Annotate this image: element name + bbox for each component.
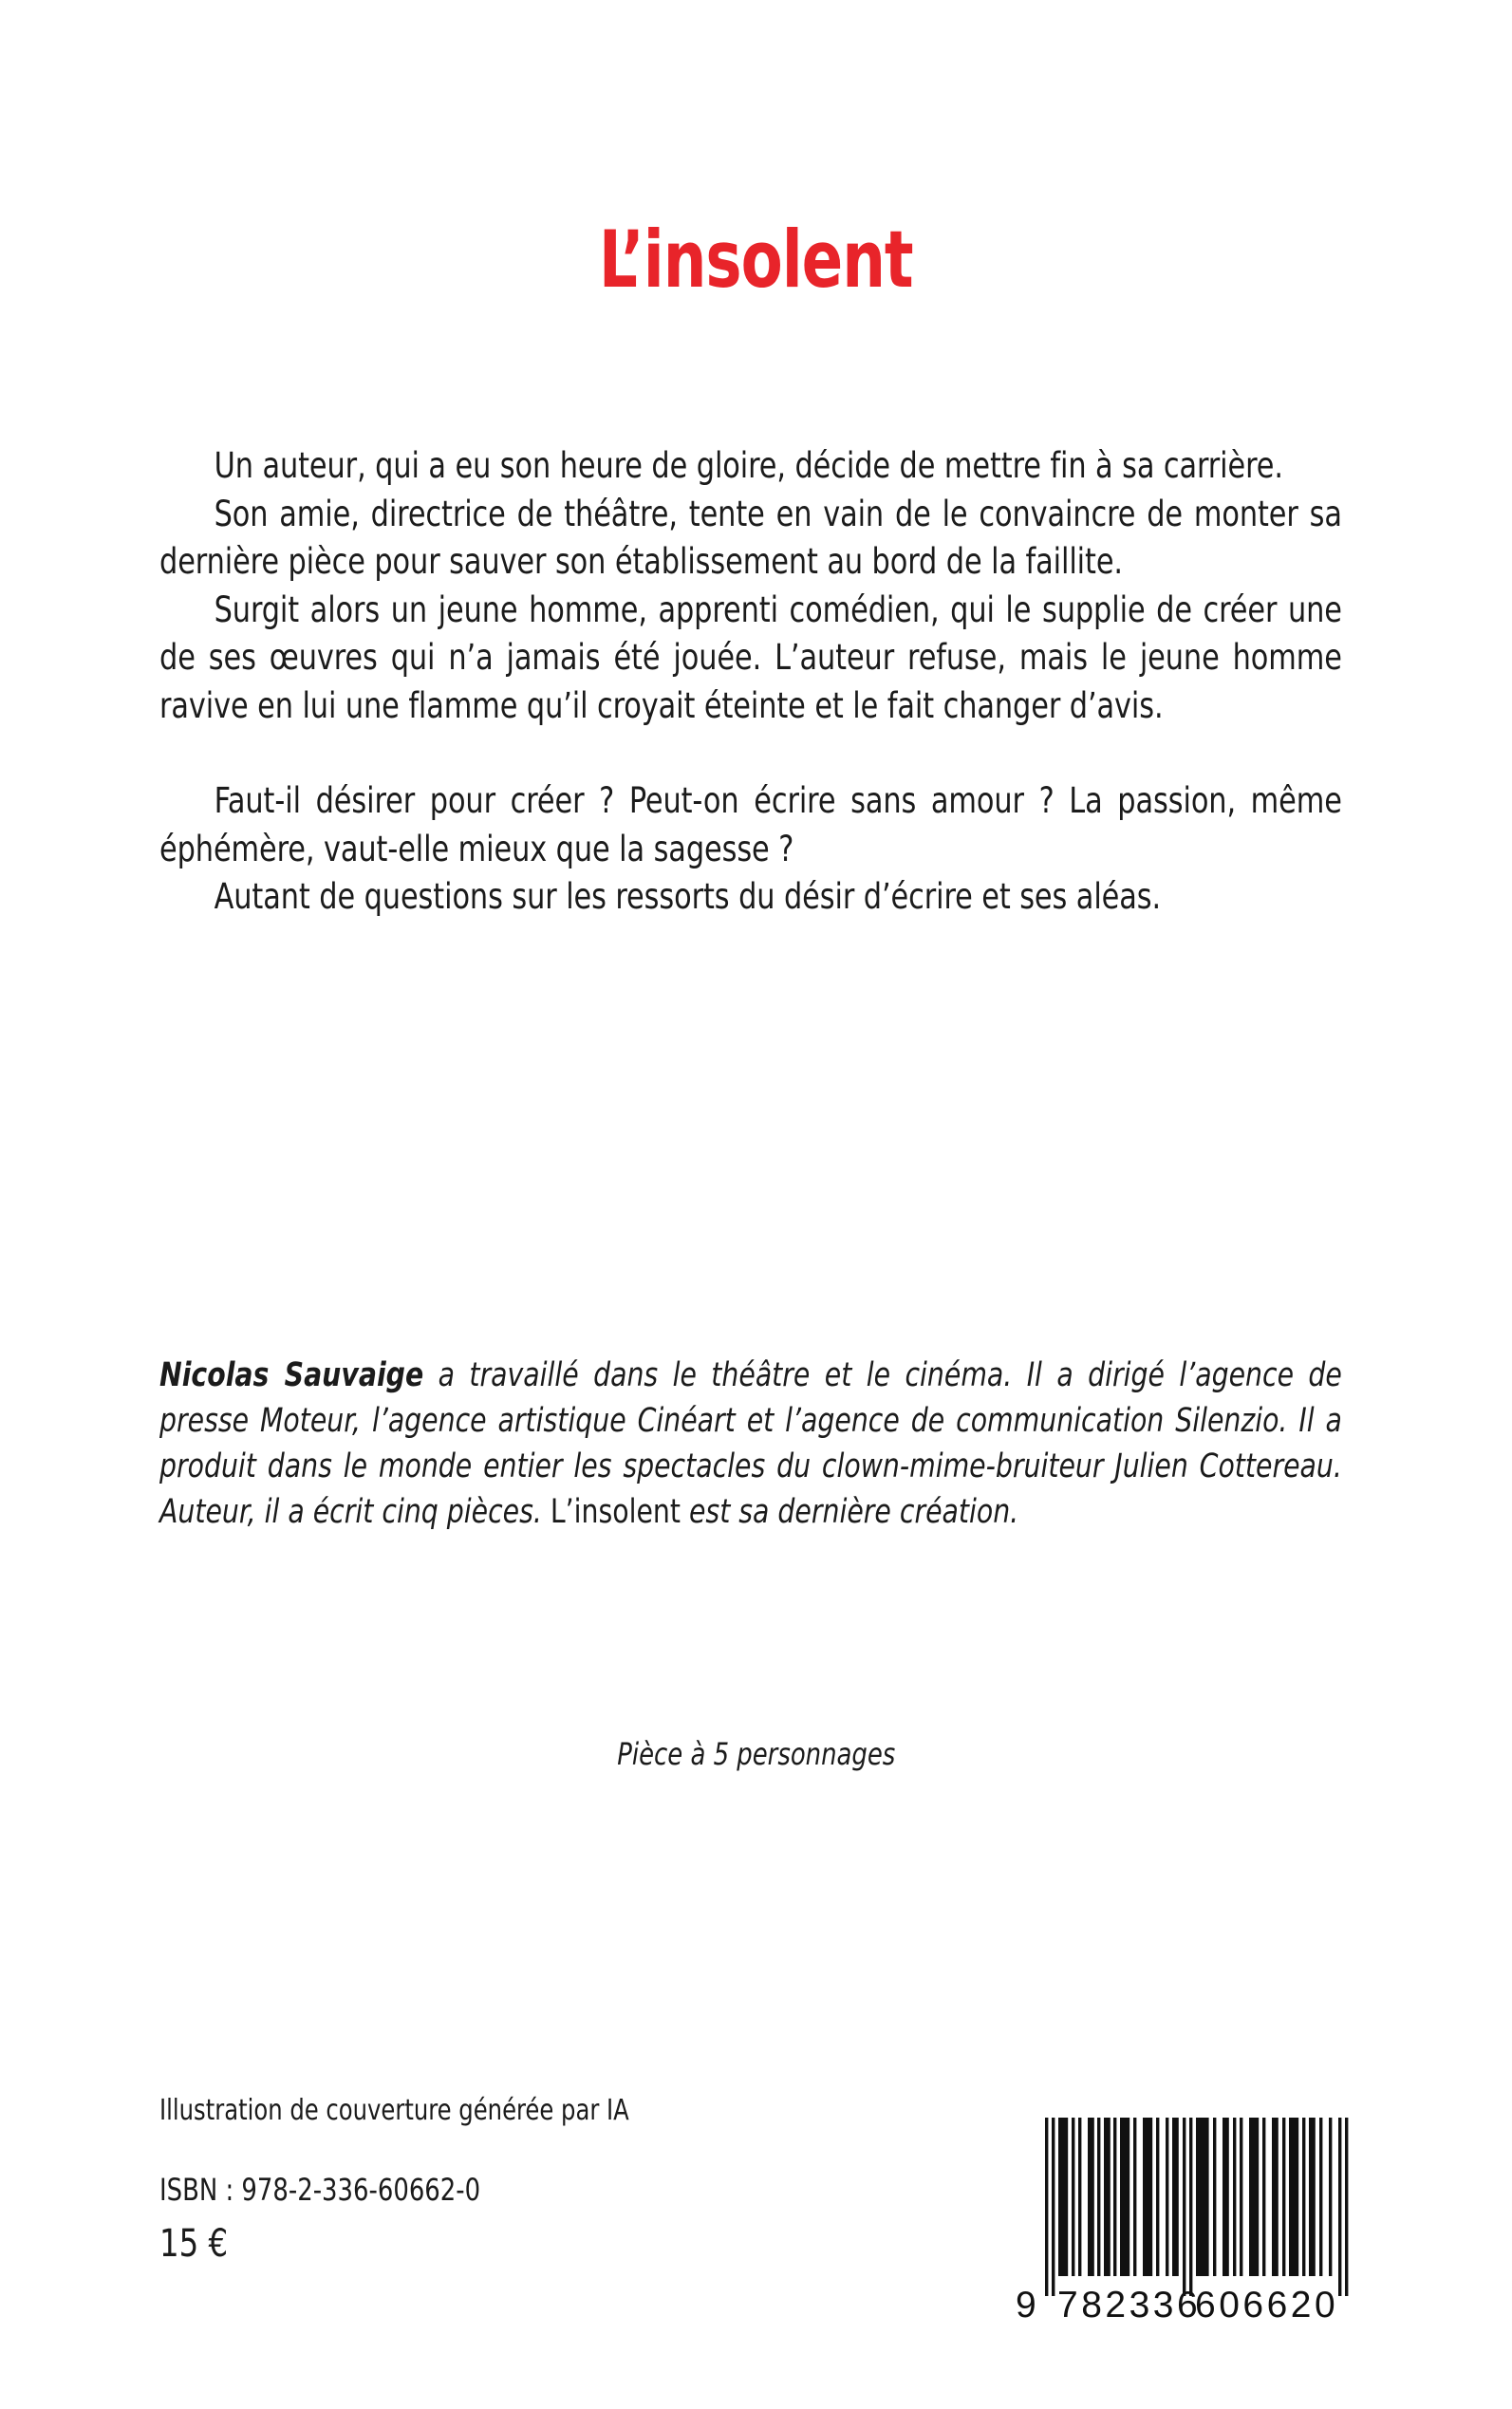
cast-note <box>0 1736 1512 1772</box>
page-title: L’insolent <box>599 213 913 306</box>
title-block <box>0 167 1512 351</box>
blurb-paragraph-1: Un auteur, qui a eu son heure de gloire, décide de mettre fin à sa carrière. <box>214 444 1283 486</box>
blurb-paragraph-2: Son amie, directrice de théâtre, tente en vain de le convaincre de monter sa dernière pièce pour sauver son établissement au bord de la faillite. <box>159 492 1342 582</box>
cast-note-label: Pièce à 5 personnages <box>616 1736 896 1772</box>
author-bio-section <box>159 1353 1342 1535</box>
author-bio-paragraph <box>159 1353 1342 1535</box>
blurb-paragraph-4: Faut-il désirer pour créer ? Peut-on écrire sans amour ? La passion, même éphémère, vaut-elle mieux que la sagesse ? <box>159 779 1342 869</box>
author-bio-text-2: est sa dernière création. <box>680 1493 1019 1531</box>
blurb-section <box>159 441 1342 921</box>
price-line: 15 € <box>159 2222 229 2266</box>
author-bio-work-title: L’insolent <box>550 1493 681 1531</box>
barcode-digits <box>1016 2285 1338 2325</box>
cover-credit-line: Illustration de couverture générée par IA <box>159 2094 629 2127</box>
footer-info <box>159 2093 881 2268</box>
barcode-svg <box>1014 2108 1384 2325</box>
barcode-bars <box>1045 2118 1348 2296</box>
barcode-digit-group-2: 606620 <box>1195 2285 1339 2325</box>
ean13-barcode <box>1014 2108 1384 2325</box>
author-name: Nicolas Sauvaige <box>159 1356 424 1394</box>
isbn-line: ISBN : 978-2-336-60662-0 <box>159 2172 481 2208</box>
barcode-digit-group-1: 782336 <box>1057 2285 1202 2325</box>
barcode-digit-lead: 9 <box>1016 2285 1036 2325</box>
author-bio-text-1: a travaillé dans le théâtre et le cinéma. Il a dirigé l’agence de presse Moteur, l’agence artistique Cinéart et l’agence de communication Silenzio. Il a produit dans le monde entier les spectacles du clown-mime-bruiteur Julien Cottereau. Auteur, il a écrit cinq pièces. <box>159 1356 1342 1531</box>
blurb-paragraph-5: Autant de questions sur les ressorts du désir d’écrire et ses aléas. <box>214 875 1162 917</box>
blurb-paragraph-3: Surgit alors un jeune homme, apprenti comédien, qui le supplie de créer une de ses œuvres qui n’a jamais été jouée. L’auteur refuse, mais le jeune homme ravive en lui une flamme qu’il croyait éteinte et le fait changer d’avis. <box>159 588 1342 726</box>
